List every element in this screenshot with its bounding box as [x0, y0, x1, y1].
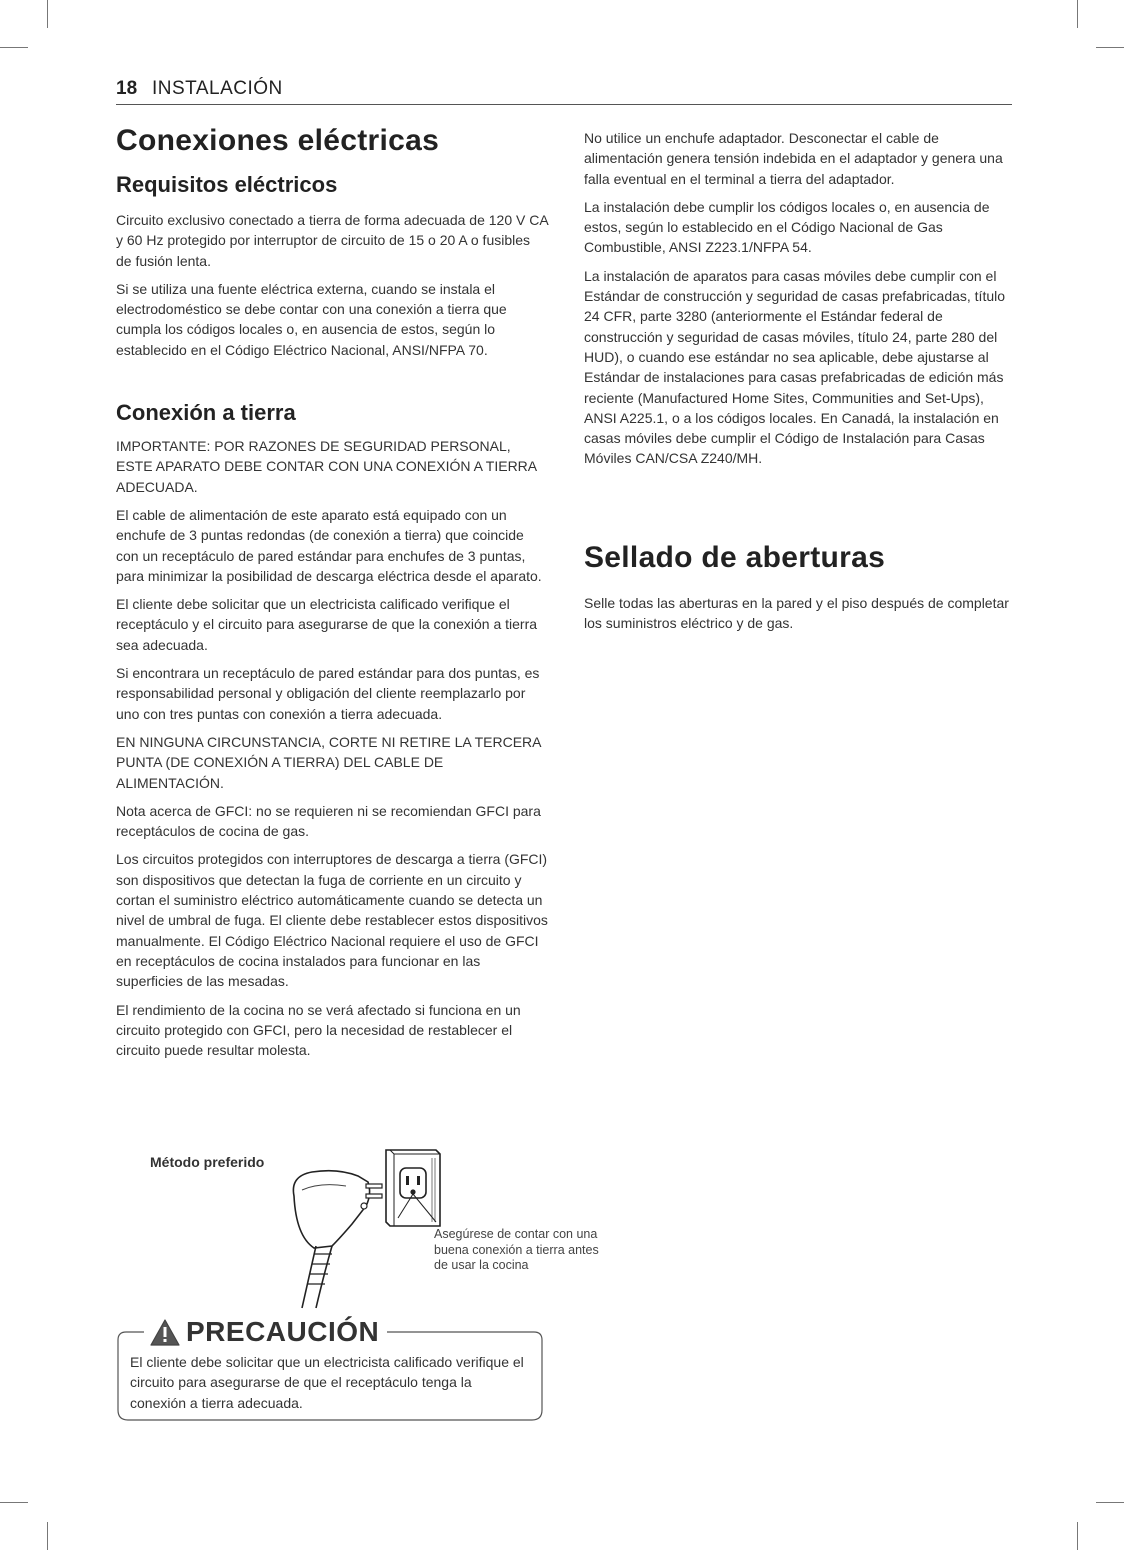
section-heading-electrical: Conexiones eléctricas [116, 124, 440, 157]
paragraph: El cable de alimentación de este aparato está equipado con un enchufe de 3 puntas redondas (de conexión a tierra) que coincide con un receptáculo de pared estándar para enchufes de 3 puntas, para minimizar la posibilidad de descarga eléctrica desde el aparato. [116, 506, 542, 584]
paragraph: La instalación debe cumplir los códigos locales o, en ausencia de estos, según lo establecido en el Código Nacional de Gas Combustible, ANSI Z223.1/NFPA 54. [584, 198, 990, 256]
right-column [584, 128, 1014, 641]
plug-figure [116, 1142, 599, 1312]
paragraph: Los circuitos protegidos con interruptores de descarga a tierra (GFCI) son dispositivos que detectan la fuga de corriente en un circuito y cortan el suministro eléctrico automáticamente cuando se detecta un nivel de umbral de fuga. El cliente debe restablecer estos dispositivos manualmente. El Código Eléctrico Nacional requiere el uso de GFCI en receptáculos de cocina instalados para funcionar en las superficies de las mesadas. [116, 851, 548, 990]
paragraph: Si encontrara un receptáculo de pared estándar para dos puntas, es responsabilidad personal y obligación del cliente reemplazarlo por uno con tres puntas con conexión a tierra adecuada. [116, 665, 540, 722]
figure-note: Asegúrese de contar con una buena conexión a tierra antes de usar la cocina [434, 1227, 599, 1272]
crop-mark [47, 1522, 48, 1550]
paragraph: Nota acerca de GFCI: no se requieren ni se recomiendan GFCI para receptáculos de cocina de gas. [116, 802, 541, 840]
paragraph: Selle todas las aberturas en la pared y el piso después de completar los suministros eléctrico y de gas. [584, 594, 1009, 632]
caution-text: El cliente debe solicitar que un electricista calificado verifique el circuito para asegurarse de que el receptáculo tenga la conexión a tierra adecuada. [130, 1354, 524, 1411]
crop-mark [1077, 0, 1078, 28]
left-column [116, 124, 548, 1068]
page-header [116, 76, 1012, 105]
crop-mark [1077, 1522, 1078, 1550]
paragraph: El cliente debe solicitar que un electricista calificado verifique el receptáculo y el circuito para asegurarse de que la conexión a tierra sea adecuada. [116, 596, 538, 653]
paragraph: No utilice un enchufe adaptador. Desconectar el cable de alimentación genera tensión indebida en el adaptador y genera una falla eventual en el terminal a tierra del adaptador. [584, 130, 1003, 187]
section-heading-sealing: Sellado de aberturas [584, 540, 886, 574]
paragraph: IMPORTANTE: POR RAZONES DE SEGURIDAD PERSONAL, ESTE APARATO DEBE CONTAR CON UNA CONEXIÓN A TIERRA ADECUADA. [116, 438, 537, 495]
crop-mark [1096, 1502, 1124, 1503]
crop-mark [47, 0, 48, 28]
paragraph: El rendimiento de la cocina no se verá afectado si funciona en un circuito protegido con GFCI, pero la necesidad de restablecer el circuito puede resultar molesta. [116, 1001, 521, 1059]
crop-mark [1096, 47, 1124, 48]
caution-title: PRECAUCIÓN [186, 1316, 380, 1347]
paragraph: Si se utiliza una fuente eléctrica externa, cuando se instala el electrodoméstico se debe contar con una conexión a tierra que cumpla los códigos locales o, en ausencia de estos, según lo establecido en el Código Eléctrico Nacional, ANSI/NFPA 70. [116, 280, 507, 358]
caution-box [116, 1318, 542, 1420]
paragraph: EN NINGUNA CIRCUNSTANCIA, CORTE NI RETIRE LA TERCERA PUNTA (DE CONEXIÓN A TIERRA) DEL CABLE DE ALIMENTACIÓN. [116, 733, 541, 791]
subheading-requirements: Requisitos eléctricos [116, 172, 338, 197]
page-number: 18 [116, 78, 138, 99]
caution-heading [146, 1316, 387, 1348]
paragraph: La instalación de aparatos para casas móviles debe cumplir con el Estándar de construcción y seguridad de casas prefabricadas, título 24 CFR, parte 3280 (anteriormente el Estándar federal de construcción y seguridad de casas móviles, título 24, parte 280 del HUD), o cuando ese estándar no sea aplicable, debe ajustarse al Estándar de instalaciones para casas prefabricadas de edición más reciente (Manufactured Home Sites, Communities and Set-Ups), ANSI A225.1, o a los códigos locales. En Canadá, la instalación en casas móviles debe cumplir el Código de Instalación para Casas Móviles CAN/CSA Z240/MH. [584, 267, 1006, 467]
crop-mark [0, 1502, 28, 1503]
plug-outlet-illustration [280, 1142, 450, 1312]
warning-icon [150, 1319, 180, 1346]
figure-label: Método preferido [150, 1154, 265, 1170]
subheading-grounding: Conexión a tierra [116, 400, 296, 426]
section-title: INSTALACIÓN [152, 78, 283, 99]
paragraph: Circuito exclusivo conectado a tierra de forma adecuada de 120 V CA y 60 Hz protegido por interruptor de circuito de 15 o 20 A o fusibles de fusión lenta. [116, 212, 548, 269]
crop-mark [0, 47, 28, 48]
